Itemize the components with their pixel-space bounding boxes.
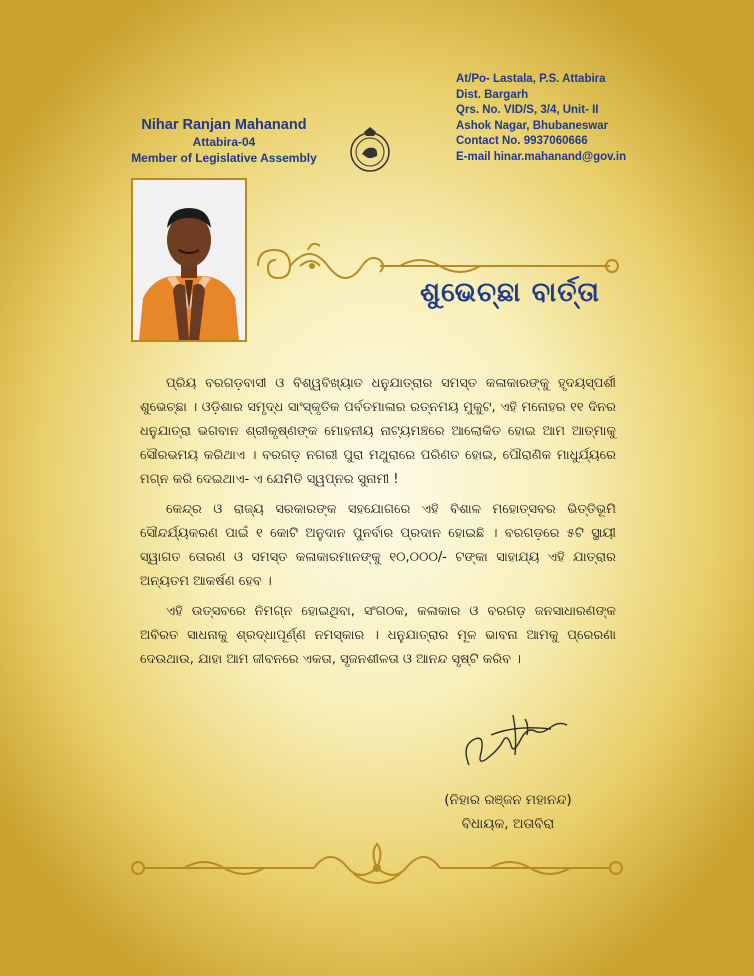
designation: Member of Legislative Assembly [131, 151, 317, 165]
paragraph: ପ୍ରିୟ ବରଗଡ଼ବାସୀ ଓ ବିଶ୍ୱବିଖ୍ୟାତ ଧନୁଯାତ୍ରାର ସମସ୍ତ କଳାକାରଙ୍କୁ ହୃଦୟସ୍ପର୍ଶୀ ଶୁଭେଚ୍ଛା । ଓଡ଼ିଶାର ସମୃଦ୍ଧ ସାଂସ୍କୃତିକ ପର୍ବତମାଳାର ରତ୍ନମୟ ମୁକୁଟ, ଏହି ମନୋହର ୧୧ ଦିନର ଧନୁଯାତ୍ରା ଭଗବାନ ଶ୍ରୀକୃଷ୍ଣଙ୍କ ମୋହନୀୟ ନାଟ୍ୟମଞ୍ଚରେ ଆଲୋକିତ ହୋଇ ଆମ ଆତ୍ମାକୁ ସୌରଭମୟ କରିଥାଏ । ବରଗଡ଼ ନଗରୀ ପୁରା ମଥୁରାରେ ପରିଣତ ହୋଇ, ପୌରାଣିକ ମାଧୁର୍ଯ୍ୟରେ ମଗ୍ନ କରି ଦେଇଥାଏ- ଏ ଯେମିତି ସ୍ୱପ୍ନର ସୁନାମୀ ! [140, 376, 616, 487]
email-address: E-mail hinar.mahanand@gov.in [456, 150, 627, 163]
handwritten-signature [455, 705, 575, 785]
portrait-illustration [133, 180, 245, 340]
page-title: ଶୁଭେଚ୍ଛା ବାର୍ତ୍ତା [420, 277, 601, 308]
contact-number: Contact No. 9937060666 [456, 135, 588, 147]
header-address [456, 72, 636, 165]
portrait-photo [131, 178, 247, 342]
constituency: Attabira-04 [192, 135, 256, 149]
address-line: Ashok Nagar, Bhubaneswar [456, 119, 609, 132]
paragraph: ଏହି ଉତ୍ସବରେ ନିମଗ୍ନ ହୋଇଥିବା, ସଂଗଠକ, କଳାକାର ଓ ବରଗଡ଼ ଜନସାଧାରଣଙ୍କ ଅବିରତ ସାଧନାକୁ ଶ୍ରଦ୍ଧାପୂର୍ଣ୍ଣ ନମସ୍କାର । ଧନୁଯାତ୍ରାର ମୂଳ ଭାବନା ଆମକୁ ପ୍ରେରଣା ଦେଉଥାଉ, ଯାହା ଆମ ଜୀବନରେ ଏକତା, ସୃଜନଶୀଳତା ଓ ଆନନ୍ଦ ସୃଷ୍ଟି କରିବ । [140, 604, 616, 667]
address-line: At/Po- Lastala, P.S. Attabira [456, 73, 606, 85]
odisha-emblem-icon [344, 124, 396, 176]
signatory-designation: ବିଧାୟକ, ଅତାବିରା [461, 816, 555, 832]
header-left [118, 116, 330, 166]
ornament-bottom [124, 838, 630, 898]
signatory-block [408, 788, 608, 836]
signatory-name: (ନିହାର ରଞ୍ଜନ ମହାନନ୍ଦ) [444, 792, 572, 808]
message-body [140, 372, 616, 678]
paragraph: କେନ୍ଦ୍ର ଓ ରାଜ୍ୟ ସରକାରଙ୍କ ସହଯୋଗରେ ଏହି ବିଶାଳ ମହୋତ୍ସବର ଭିତ୍ତିଭୂମି ସୌନ୍ଦର୍ଯ୍ୟକରଣ ପାଇଁ ୧ କୋଟି ଅନୁଦାନ ପୁନର୍ବାର ପ୍ରଦାନ ହୋଇଛି । ବରଗଡ଼ରେ ୫ଟି ସ୍ଥାୟୀ ସ୍ୱାଗତ ତୋରଣ ଓ ସମସ୍ତ କଳାକାରମାନଙ୍କୁ ୧୦,୦୦୦/- ଟଙ୍କା ସାହାଯ୍ୟ ଏହି ଯାତ୍ରାର ଅନ୍ୟତମ ଆକର୍ଷଣ ହେବ । [140, 502, 616, 589]
address-line: Dist. Bargarh [456, 88, 529, 101]
mla-name: Nihar Ranjan Mahanand [141, 117, 307, 133]
address-line: Qrs. No. VID/S, 3/4, Unit- II [456, 104, 599, 116]
